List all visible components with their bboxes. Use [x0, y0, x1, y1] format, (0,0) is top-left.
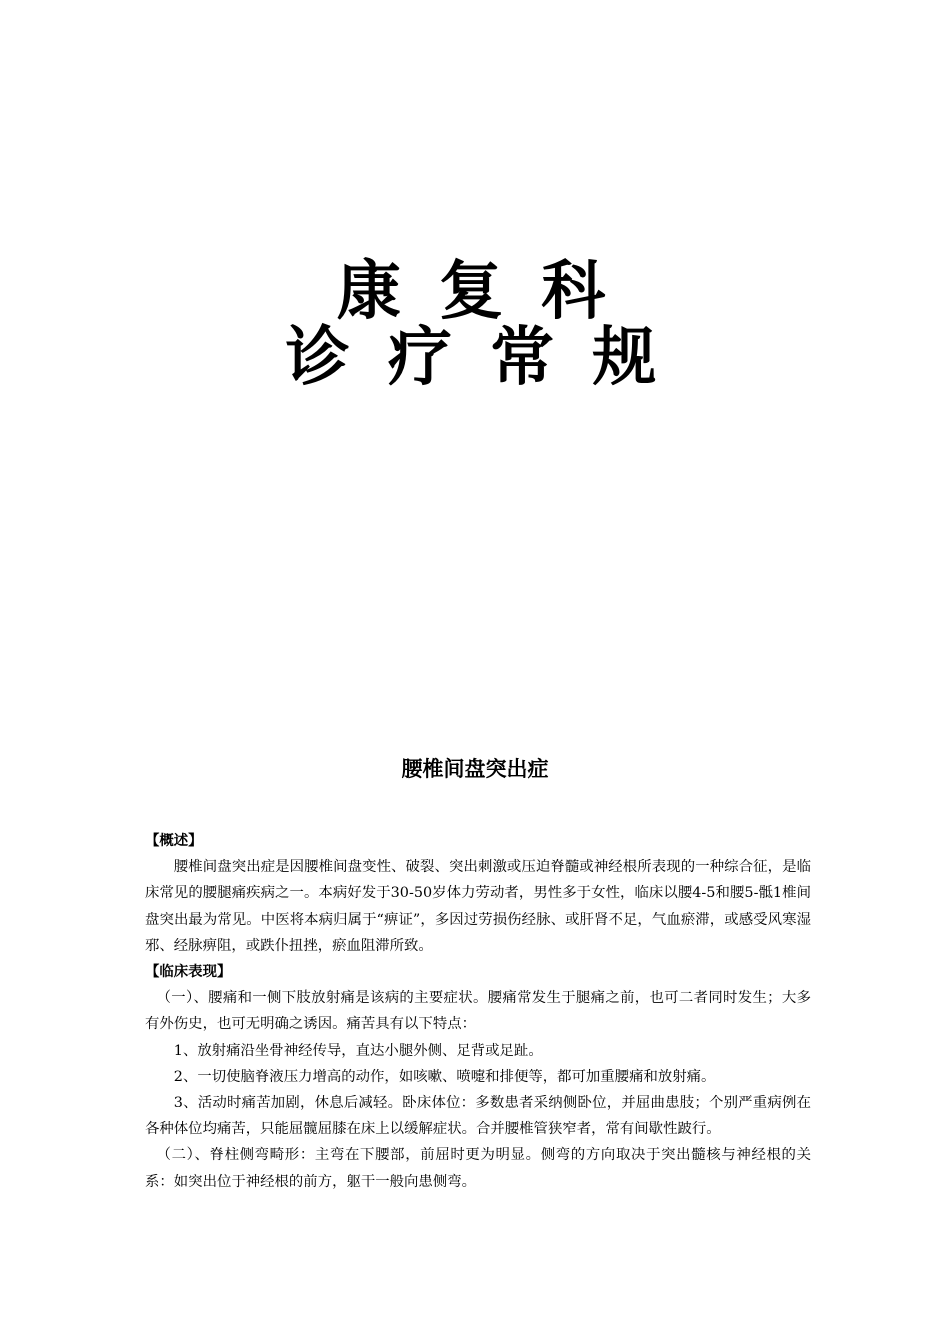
overview-paragraph: 腰椎间盘突出症是因腰椎间盘变性、破裂、突出刺激或压迫脊髓或神经根所表现的一种综合征，是临床常见的腰腿痛疾病之一。本病好发于30-50岁体力劳动者，男性多于女性，临床以腰4-5和腰5-骶1椎间盘突出最为常见。中医将本病归属于“痹证”，多因过劳损伤经脉、或肝肾不足，气血瘀滞，或感受风寒湿邪、经脉痹阻，或跌仆扭挫，瘀血阻滞所致。 — [145, 859, 811, 954]
cover-title-guidelines: 诊 疗 常 规 — [285, 320, 665, 395]
overview-heading: 【概述】 — [145, 832, 203, 849]
clinical-item-1: （一）、腰痛和一侧下肢放射痛是该病的主要症状。腰痛常发生于腿痛之前，也可二者同时发生；大多有外伤史，也可无明确之诱因。痛苦具有以下特点： — [145, 990, 811, 1033]
clinical-item-1-1: 1、放射痛沿坐骨神经传导，直达小腿外侧、足背或足趾。 — [173, 1042, 543, 1059]
clinical-heading: 【临床表现】 — [145, 963, 232, 981]
clinical-item-1-2: 2、一切使脑脊液压力增高的动作，如咳嗽、喷嚏和排便等，都可加重腰痛和放射痛。 — [173, 1068, 716, 1085]
section-title: 腰椎间盘突出症 — [401, 756, 549, 781]
cover-title-department: 康 复 科 — [336, 254, 614, 329]
document-body — [145, 828, 811, 1195]
clinical-item-1-3: 3、活动时痛苦加剧，休息后减轻。卧床体位：多数患者采纳侧卧位，并屈曲患肢；个别严重病例在各种体位均痛苦，只能屈髋屈膝在床上以缓解症状。合并腰椎管狭窄者，常有间歇性跛行。 — [145, 1095, 811, 1138]
clinical-item-2: （二）、脊柱侧弯畸形：主弯在下腰部，前屈时更为明显。侧弯的方向取决于突出髓核与神经根的关系：如突出位于神经根的前方，躯干一般向患侧弯。 — [145, 1147, 811, 1190]
